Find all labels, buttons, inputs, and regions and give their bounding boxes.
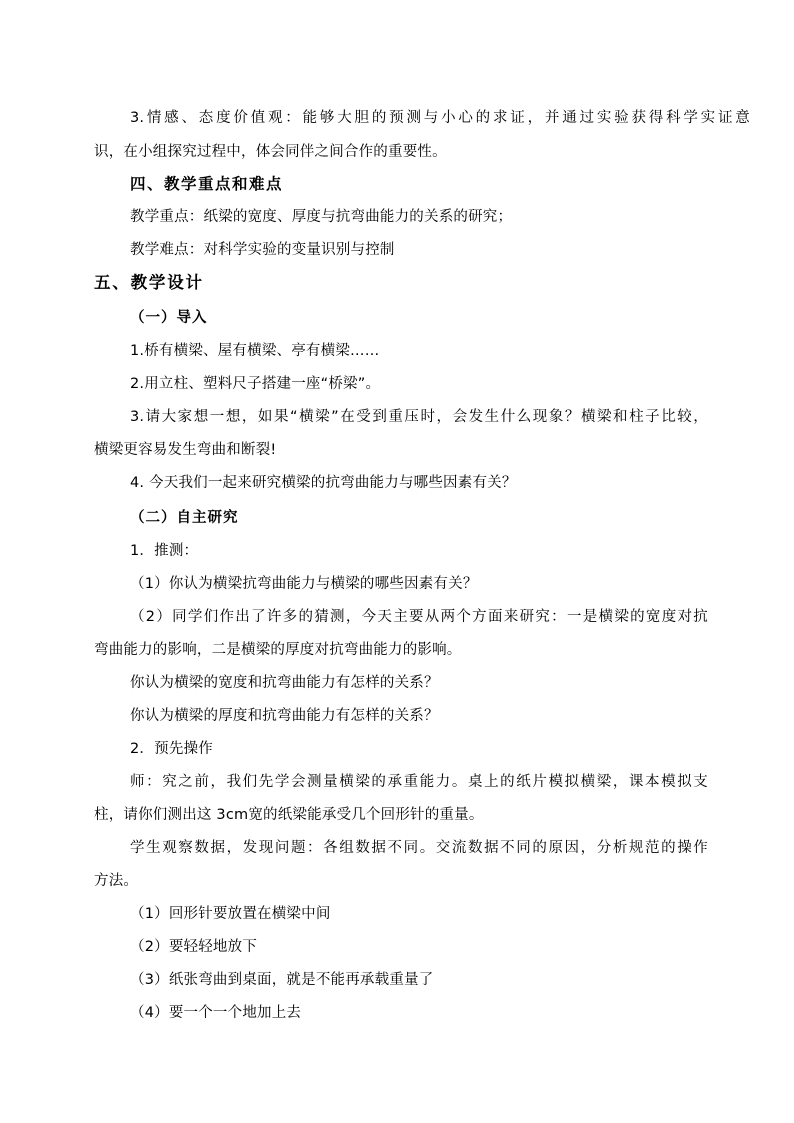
teacher-instruction-line1: 师：究之前，我们先学会测量横梁的承重能力。桌上的纸片模拟横梁，课本模拟支	[130, 774, 708, 790]
thickness-question: 你认为横梁的厚度和抗弯曲能力有怎样的关系？	[130, 708, 439, 724]
operation-rule-3: （3）纸张弯曲到桌面，就是不能再承载重量了	[130, 972, 434, 988]
width-question: 你认为横梁的宽度和抗弯曲能力有怎样的关系？	[130, 675, 439, 691]
student-observation-line1: 学生观察数据，发现问题：各组数据不同。交流数据不同的原因，分析规范的操作	[130, 840, 708, 856]
operation-rule-2: （2）要轻轻地放下	[130, 939, 258, 955]
intro-item-4: 4. 今天我们一起来研究横梁的抗弯曲能力与哪些因素有关？	[130, 475, 517, 491]
section-heading-key-points: 四、教学重点和难点	[130, 175, 284, 193]
intro-item-2: 2.用立柱、塑料尺子搭建一座“桥梁”。	[130, 376, 381, 392]
paragraph-emotion-goal-line2: 识，在小组探究过程中，体会同伴之间合作的重要性。	[94, 144, 447, 160]
subheading-introduction: （一）导入	[130, 310, 208, 326]
step-2-pre-operation: 2．预先操作	[130, 741, 213, 757]
teacher-instruction-line2: 柱，请你们测出这 3cm宽的纸梁能承受几个回形针的重量。	[94, 807, 484, 823]
difficulty-text: 教学难点：对科学实验的变量识别与控制	[130, 242, 395, 258]
intro-item-3-line2: 横梁更容易发生弯曲和断裂!	[94, 442, 277, 458]
intro-item-1: 1.桥有横梁、屋有横梁、亭有横梁……	[130, 343, 380, 359]
guess-question-1: （1）你认为横梁抗弯曲能力与横梁的哪些因素有关？	[130, 576, 478, 592]
guess-question-2-line1: （2）同学们作出了许多的猜测，今天主要从两个方面来研究：一是横梁的宽度对抗	[130, 609, 708, 625]
paragraph-emotion-goal-line1: 3.情感、态度价值观：能够大胆的预测与小心的求证，并通过实验获得科学实证意	[130, 110, 750, 126]
guess-question-2-line2: 弯曲能力的影响，二是横梁的厚度对抗弯曲能力的影响。	[94, 642, 462, 658]
student-observation-line2: 方法。	[94, 873, 139, 889]
step-1-guess: 1．推测：	[130, 543, 199, 559]
operation-rule-4: （4）要一个一个地加上去	[130, 1005, 302, 1021]
key-point-text: 教学重点：纸梁的宽度、厚度与抗弯曲能力的关系的研究；	[130, 209, 513, 225]
operation-rule-1: （1）回形针要放置在横梁中间	[130, 906, 331, 922]
subheading-self-study: （二）自主研究	[130, 510, 239, 526]
intro-item-3-line1: 3.请大家想一想，如果“横梁”在受到重压时，会发生什么现象？横梁和柱子比较，	[130, 409, 708, 425]
section-heading-teaching-design: 五、教学设计	[94, 273, 204, 292]
